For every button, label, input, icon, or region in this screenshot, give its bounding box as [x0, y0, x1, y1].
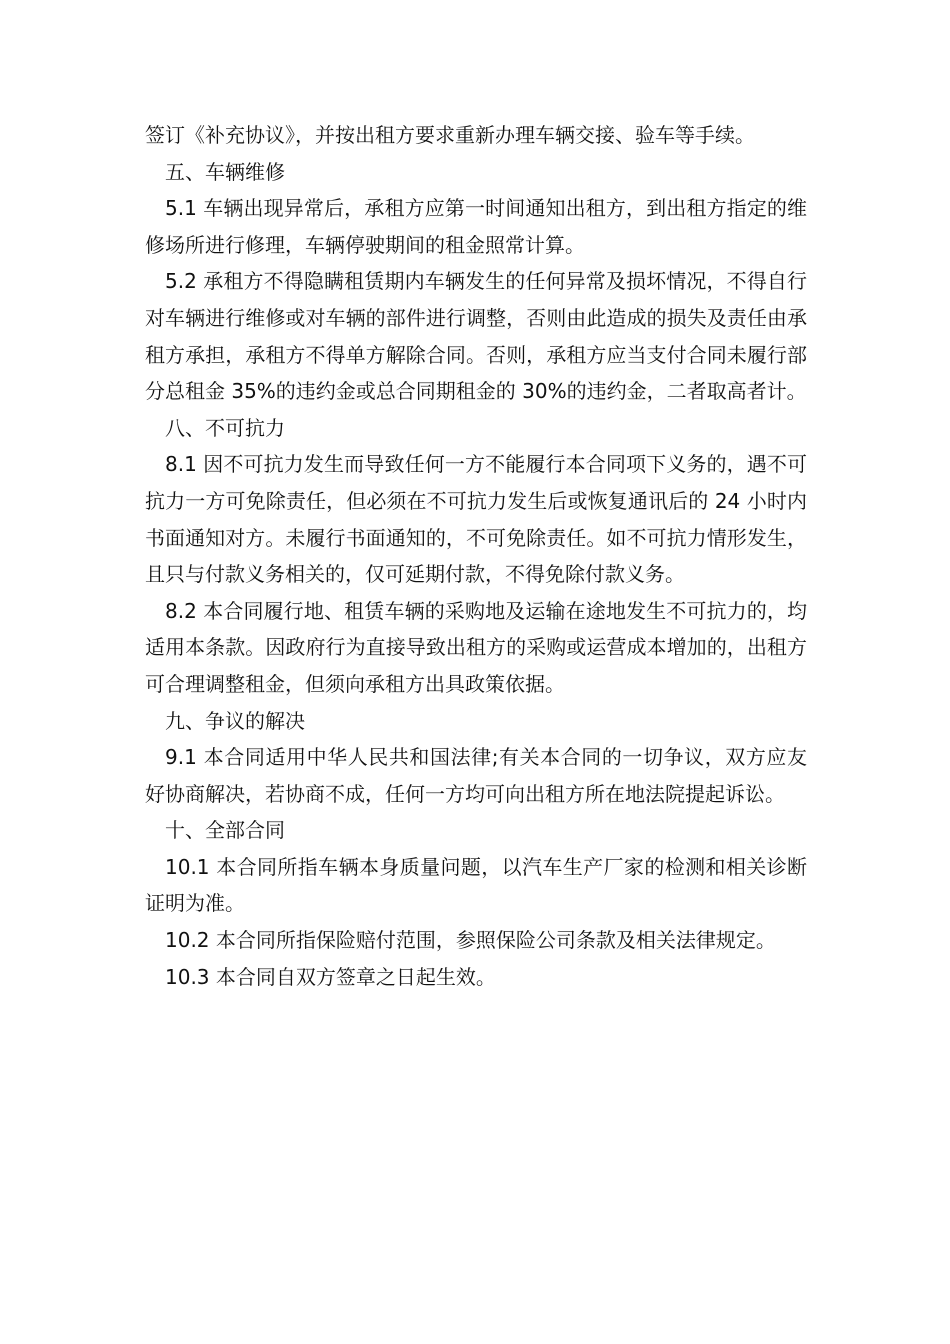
- section-heading-dispute-resolution: 九、争议的解决: [165, 708, 305, 733]
- section-heading-vehicle-repair: 五、车辆维修: [165, 159, 285, 184]
- clause-8-1: 8.1 因不可抗力发生而导致任何一方不能履行本合同项下义务的，遇不可抗力一方可免除责任，但必须在不可抗力发生后或恢复通讯后的 24 小时内书面通知对方。未履行书面通知的，不可免除责任。如不可抗力情形发生，且只与付款义务相关的，仅可延期付款，不得免除付款义务。: [145, 452, 807, 587]
- clause-10-3: 10.3 本合同自双方签章之日起生效。: [165, 964, 496, 989]
- clause-5-2: 5.2 承租方不得隐瞒租赁期内车辆发生的任何异常及损坏情况，不得自行对车辆进行维修或对车辆的部件进行调整，否则由此造成的损失及责任由承租方承担，承租方不得单方解除合同。否则，承租方应当支付合同未履行部分总租金 35%的违约金或总合同期租金的 30%的违约金，二者取高者计。: [145, 269, 807, 404]
- section-heading-entire-contract: 十、全部合同: [165, 818, 285, 843]
- document-page: [145, 117, 807, 995]
- clause-10-1: 10.1 本合同所指车辆本身质量问题，以汽车生产厂家的检测和相关诊断证明为准。: [145, 854, 807, 916]
- clause-5-1: 5.1 车辆出现异常后，承租方应第一时间通知出租方，到出租方指定的维修场所进行修理，车辆停驶期间的租金照常计算。: [145, 196, 807, 257]
- clause-9-1: 9.1 本合同适用中华人民共和国法律;有关本合同的一切争议，双方应友好协商解决，若协商不成，任何一方均可向出租方所在地法院提起诉讼。: [145, 745, 807, 806]
- paragraph-supplement-agreement: 签订《补充协议》，并按出租方要求重新办理车辆交接、验车等手续。: [145, 123, 755, 147]
- section-heading-force-majeure: 八、不可抗力: [165, 415, 285, 440]
- clause-8-2: 8.2 本合同履行地、租赁车辆的采购地及运输在途地发生不可抗力的，均适用本条款。因政府行为直接导致出租方的采购或运营成本增加的，出租方可合理调整租金，但须向承租方出具政策依据。: [145, 598, 807, 696]
- clause-10-2: 10.2 本合同所指保险赔付范围，参照保险公司条款及相关法律规定。: [165, 928, 776, 953]
